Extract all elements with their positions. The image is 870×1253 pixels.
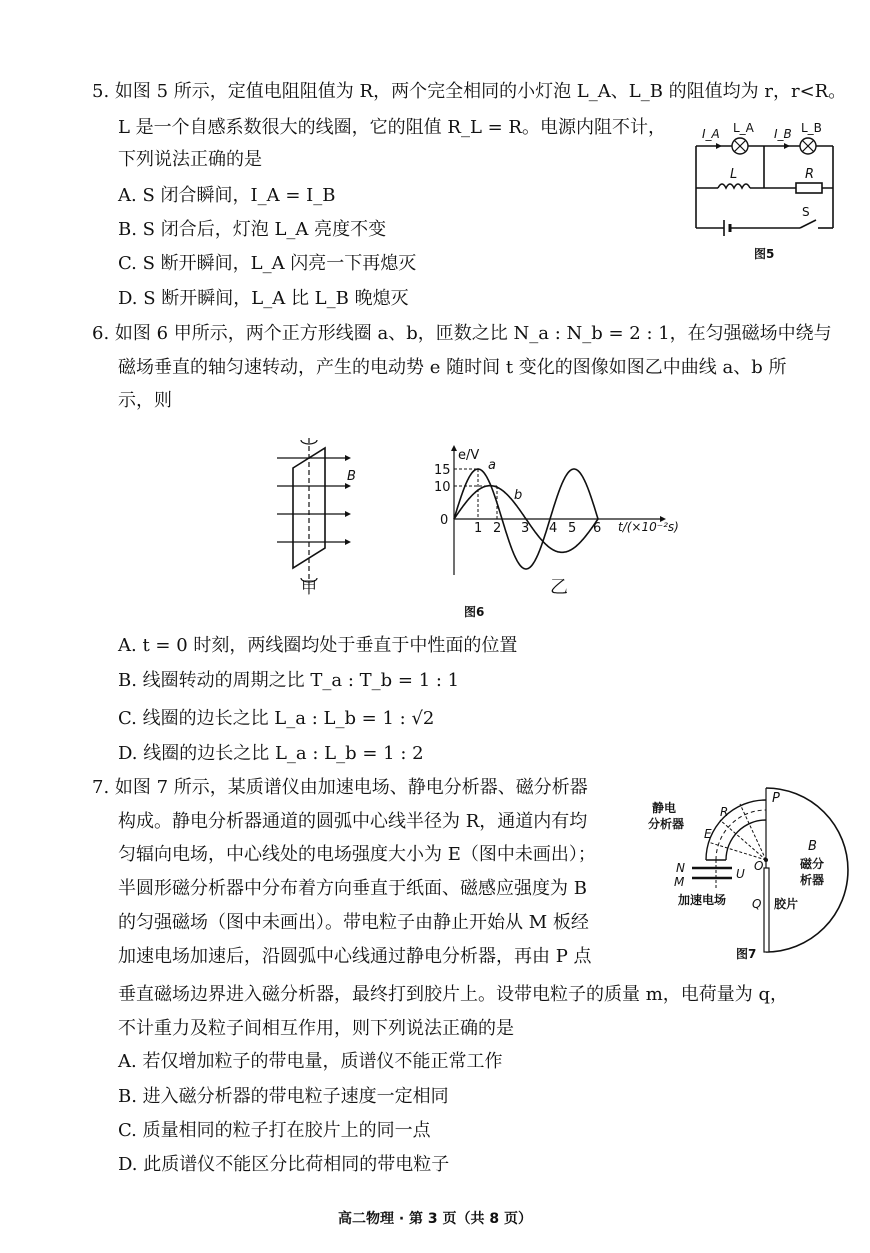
q6-xtick-4: 4 [549,521,558,536]
q6-xtick-6: 6 [593,521,602,536]
q7-fig-label-film: 胶片 [774,897,799,911]
q6-xtick-2: 2 [493,521,502,536]
q6-stem-line-2: 磁场垂直的轴匀速转动，产生的电动势 e 随时间 t 变化的图像如图乙中曲线 a、b 所 [118,357,787,378]
q7-stem-line-1: 7. 如图 7 所示，某质谱仪由加速电场、静电分析器、磁分析器 [92,777,588,798]
figure-6-coil [265,430,375,595]
q7-fig-label-esa2: 分析器 [648,817,685,831]
q5-fig-label-la: L_A [733,121,754,135]
q6-xtick-1: 1 [474,521,483,536]
q6-fig-ylabel: e/V [458,448,480,463]
q5-option-c: C. S 断开瞬间，L_A 闪亮一下再熄灭 [118,253,417,274]
q7-fig-label-n: N [676,861,685,875]
figure-6-graph [420,445,690,595]
q7-fig-label-m: M [674,875,685,889]
q6-fig-sub-right: 乙 [550,577,568,595]
q7-fig-label-msa2: 析器 [800,873,825,887]
q5-fig-label-ib: I_B [774,127,792,141]
q6-curve-b-label: b [514,488,523,503]
q7-option-d: D. 此质谱仪不能区分比荷相同的带电粒子 [118,1154,450,1175]
figure-6-caption: 图6 [464,605,485,619]
q5-option-d: D. S 断开瞬间，L_A 比 L_B 晚熄灭 [118,288,409,309]
q7-stem-line-7: 垂直磁场边界进入磁分析器，最终打到胶片上。设带电粒子的质量 m，电荷量为 q， [118,984,789,1005]
q5-stem-line-1: 5. 如图 5 所示，定值电阻阻值为 R，两个完全相同的小灯泡 L_A、L_B 的阻值均为 r，r<R。 [92,81,847,102]
q6-option-d: D. 线圈的边长之比 L_a : L_b = 1 : 2 [118,743,424,764]
q7-stem-line-5: 的匀强磁场（图中未画出）。带电粒子由静止开始从 M 板经 [118,912,589,933]
q6-fig-sub-left: 甲 [301,578,318,595]
q5-fig-label-ia: I_A [702,127,720,141]
q6-option-b: B. 线圈转动的周期之比 T_a : T_b = 1 : 1 [118,670,460,691]
q5-option-b: B. S 闭合后，灯泡 L_A 亮度不变 [118,219,387,240]
q6-ytick-0: 0 [440,513,449,528]
q7-stem-line-8: 不计重力及粒子间相互作用，则下列说法正确的是 [118,1018,514,1039]
figure-7-spectrometer [648,780,858,970]
figure-5-caption: 图5 [754,247,775,261]
q7-fig-label-esa1: 静电 [652,801,677,815]
q5-fig-label-r: R [805,167,815,182]
q6-ytick-10: 10 [434,480,451,495]
q6-curve-a-label: a [488,458,496,473]
q7-stem-line-4: 半圆形磁分析器中分布着方向垂直于纸面、磁感应强度为 B [118,878,587,899]
q5-stem-line-3: 下列说法正确的是 [118,149,262,170]
q6-xtick-5: 5 [568,521,577,536]
q6-fig-xlabel: t/(×10⁻²s) [618,520,679,534]
q5-fig-label-s: S [802,205,810,219]
figure-5-circuit [688,118,848,270]
q7-fig-label-o: O [754,859,764,873]
q7-option-b: B. 进入磁分析器的带电粒子速度一定相同 [118,1086,449,1107]
q7-fig-label-q: Q [752,897,762,911]
figure-7-caption: 图7 [736,947,757,961]
q7-fig-label-r: R [720,805,729,819]
q6-ytick-15: 15 [434,463,451,478]
q6-option-c: C. 线圈的边长之比 L_a : L_b = 1 : √2 [118,708,435,729]
q6-option-a: A. t = 0 时刻，两线圈均处于垂直于中性面的位置 [118,635,518,656]
q5-stem-line-2: L 是一个自感系数很大的线圈，它的阻值 R_L = R。电源内阻不计， [118,117,666,138]
q7-fig-label-e: E [704,827,712,841]
q7-fig-label-u: U [736,867,745,881]
q7-fig-label-p: P [772,791,780,806]
q7-fig-label-accel: 加速电场 [678,893,727,907]
q7-option-a: A. 若仅增加粒子的带电量，质谱仪不能正常工作 [118,1051,503,1072]
q6-xtick-3: 3 [521,521,530,536]
q7-option-c: C. 质量相同的粒子打在胶片上的同一点 [118,1120,431,1141]
q5-fig-label-l: L [730,167,738,182]
q7-fig-label-msa1: 磁分 [800,857,825,871]
q6-stem-line-3: 示，则 [118,390,172,411]
q5-option-a: A. S 闭合瞬间，I_A = I_B [118,185,336,206]
q6-fig-field-label: B [347,469,356,484]
page-footer: 高二物理 · 第 3 页（共 8 页） [337,1211,533,1227]
q7-stem-line-2: 构成。静电分析器通道的圆弧中心线半径为 R，通道内有均 [118,811,588,832]
q7-stem-line-6: 加速电场加速后，沿圆弧中心线通过静电分析器，再由 P 点 [118,946,592,967]
q7-fig-label-b: B [808,839,817,854]
q6-stem-line-1: 6. 如图 6 甲所示，两个正方形线圈 a、b，匝数之比 N_a : N_b = 2 : 1，在匀强磁场中绕与 [92,323,832,344]
q7-stem-line-3: 匀辐向电场，中心线处的电场强度大小为 E（图中未画出）； [118,844,596,865]
q5-fig-label-lb: L_B [801,121,822,135]
